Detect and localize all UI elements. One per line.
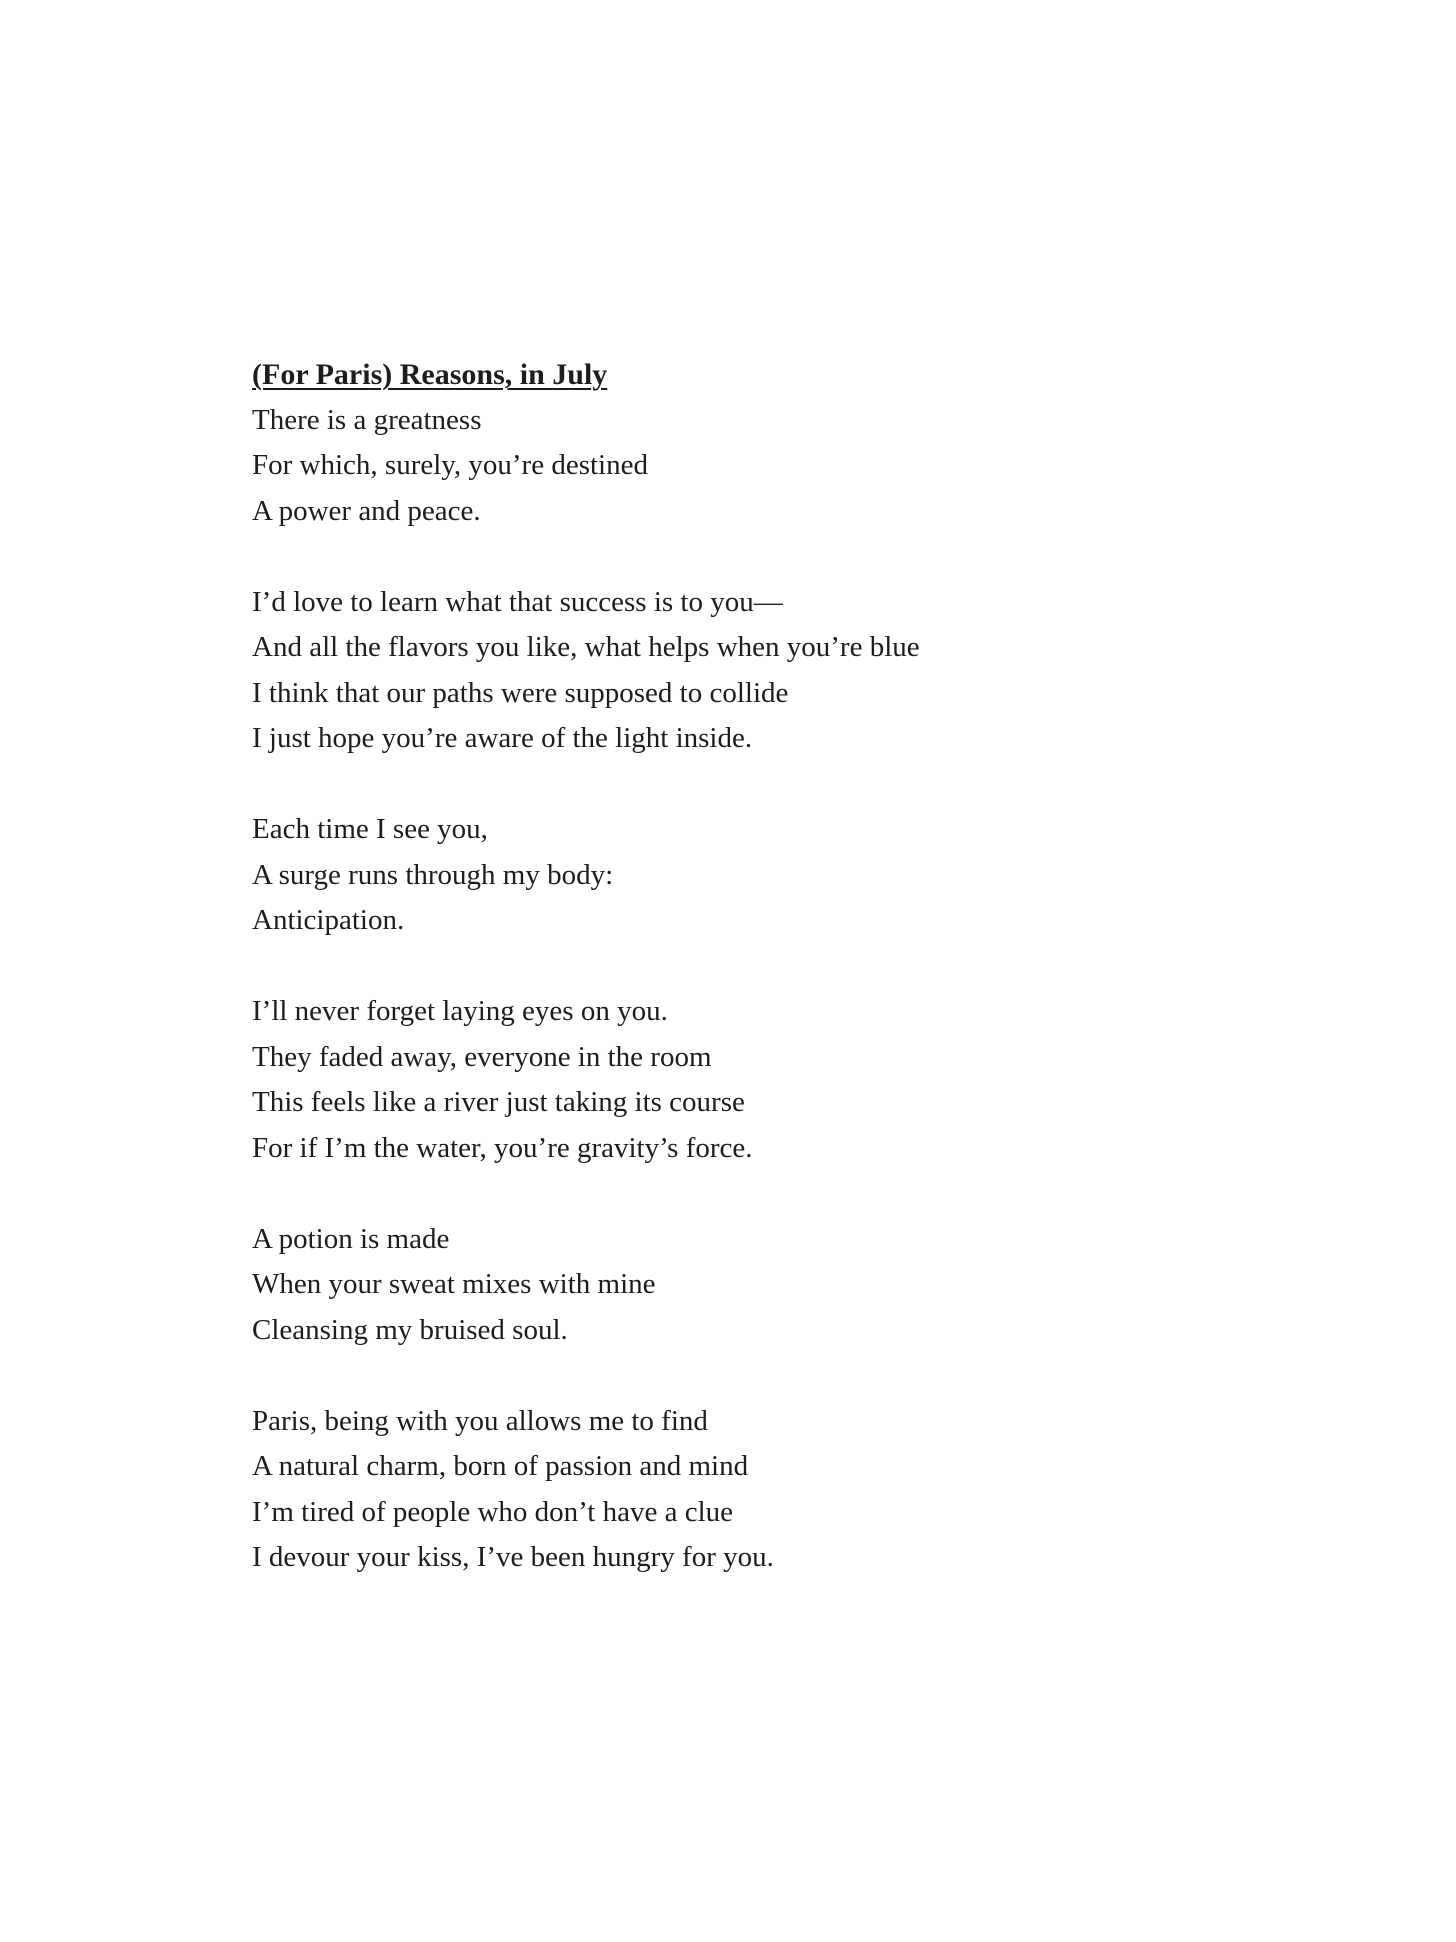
poem-line: This feels like a river just taking its course bbox=[252, 1086, 745, 1118]
poem-line: There is a greatness bbox=[252, 403, 482, 436]
poem-title: (For Paris) Reasons, in July bbox=[252, 358, 608, 391]
poem-line: I just hope you’re aware of the light inside. bbox=[252, 722, 753, 754]
poem-line: I’m tired of people who don’t have a clue bbox=[252, 1495, 734, 1528]
stanza-4 bbox=[252, 989, 1352, 1171]
poem-line: Each time I see you, bbox=[252, 813, 488, 845]
poem-line: I’d love to learn what that success is to you— bbox=[252, 585, 783, 618]
poem-line: Paris, being with you allows me to find bbox=[252, 1404, 708, 1437]
stanza-break bbox=[252, 1171, 1352, 1217]
stanza-break bbox=[252, 1353, 1352, 1399]
poem-line: When your sweat mixes with mine bbox=[252, 1268, 656, 1300]
poem-line: And all the flavors you like, what helps when you’re blue bbox=[252, 631, 920, 663]
stanza-break bbox=[252, 944, 1352, 990]
poem-line: A surge runs through my body: bbox=[252, 858, 614, 891]
stanza-5 bbox=[252, 1217, 1352, 1354]
poem-line: A natural charm, born of passion and mind bbox=[252, 1450, 749, 1482]
poem-line: I devour your kiss, I’ve been hungry for you. bbox=[252, 1541, 774, 1573]
stanza-1 bbox=[252, 398, 1352, 535]
stanza-break bbox=[252, 762, 1352, 808]
poem-line: A potion is made bbox=[252, 1222, 450, 1255]
document-page bbox=[252, 352, 1352, 1581]
stanza-6 bbox=[252, 1399, 1352, 1581]
stanza-2 bbox=[252, 580, 1352, 762]
poem-line: I think that our paths were supposed to collide bbox=[252, 676, 789, 709]
poem-line: Cleansing my bruised soul. bbox=[252, 1313, 568, 1346]
poem-line: For if I’m the water, you’re gravity’s force. bbox=[252, 1131, 753, 1164]
poem-line: For which, surely, you’re destined bbox=[252, 449, 648, 481]
poem-line: They faded away, everyone in the room bbox=[252, 1040, 712, 1073]
stanza-break bbox=[252, 534, 1352, 580]
stanza-3 bbox=[252, 807, 1352, 944]
poem-line: Anticipation. bbox=[252, 904, 405, 936]
poem-line: A power and peace. bbox=[252, 494, 481, 527]
poem-line: I’ll never forget laying eyes on you. bbox=[252, 995, 668, 1027]
